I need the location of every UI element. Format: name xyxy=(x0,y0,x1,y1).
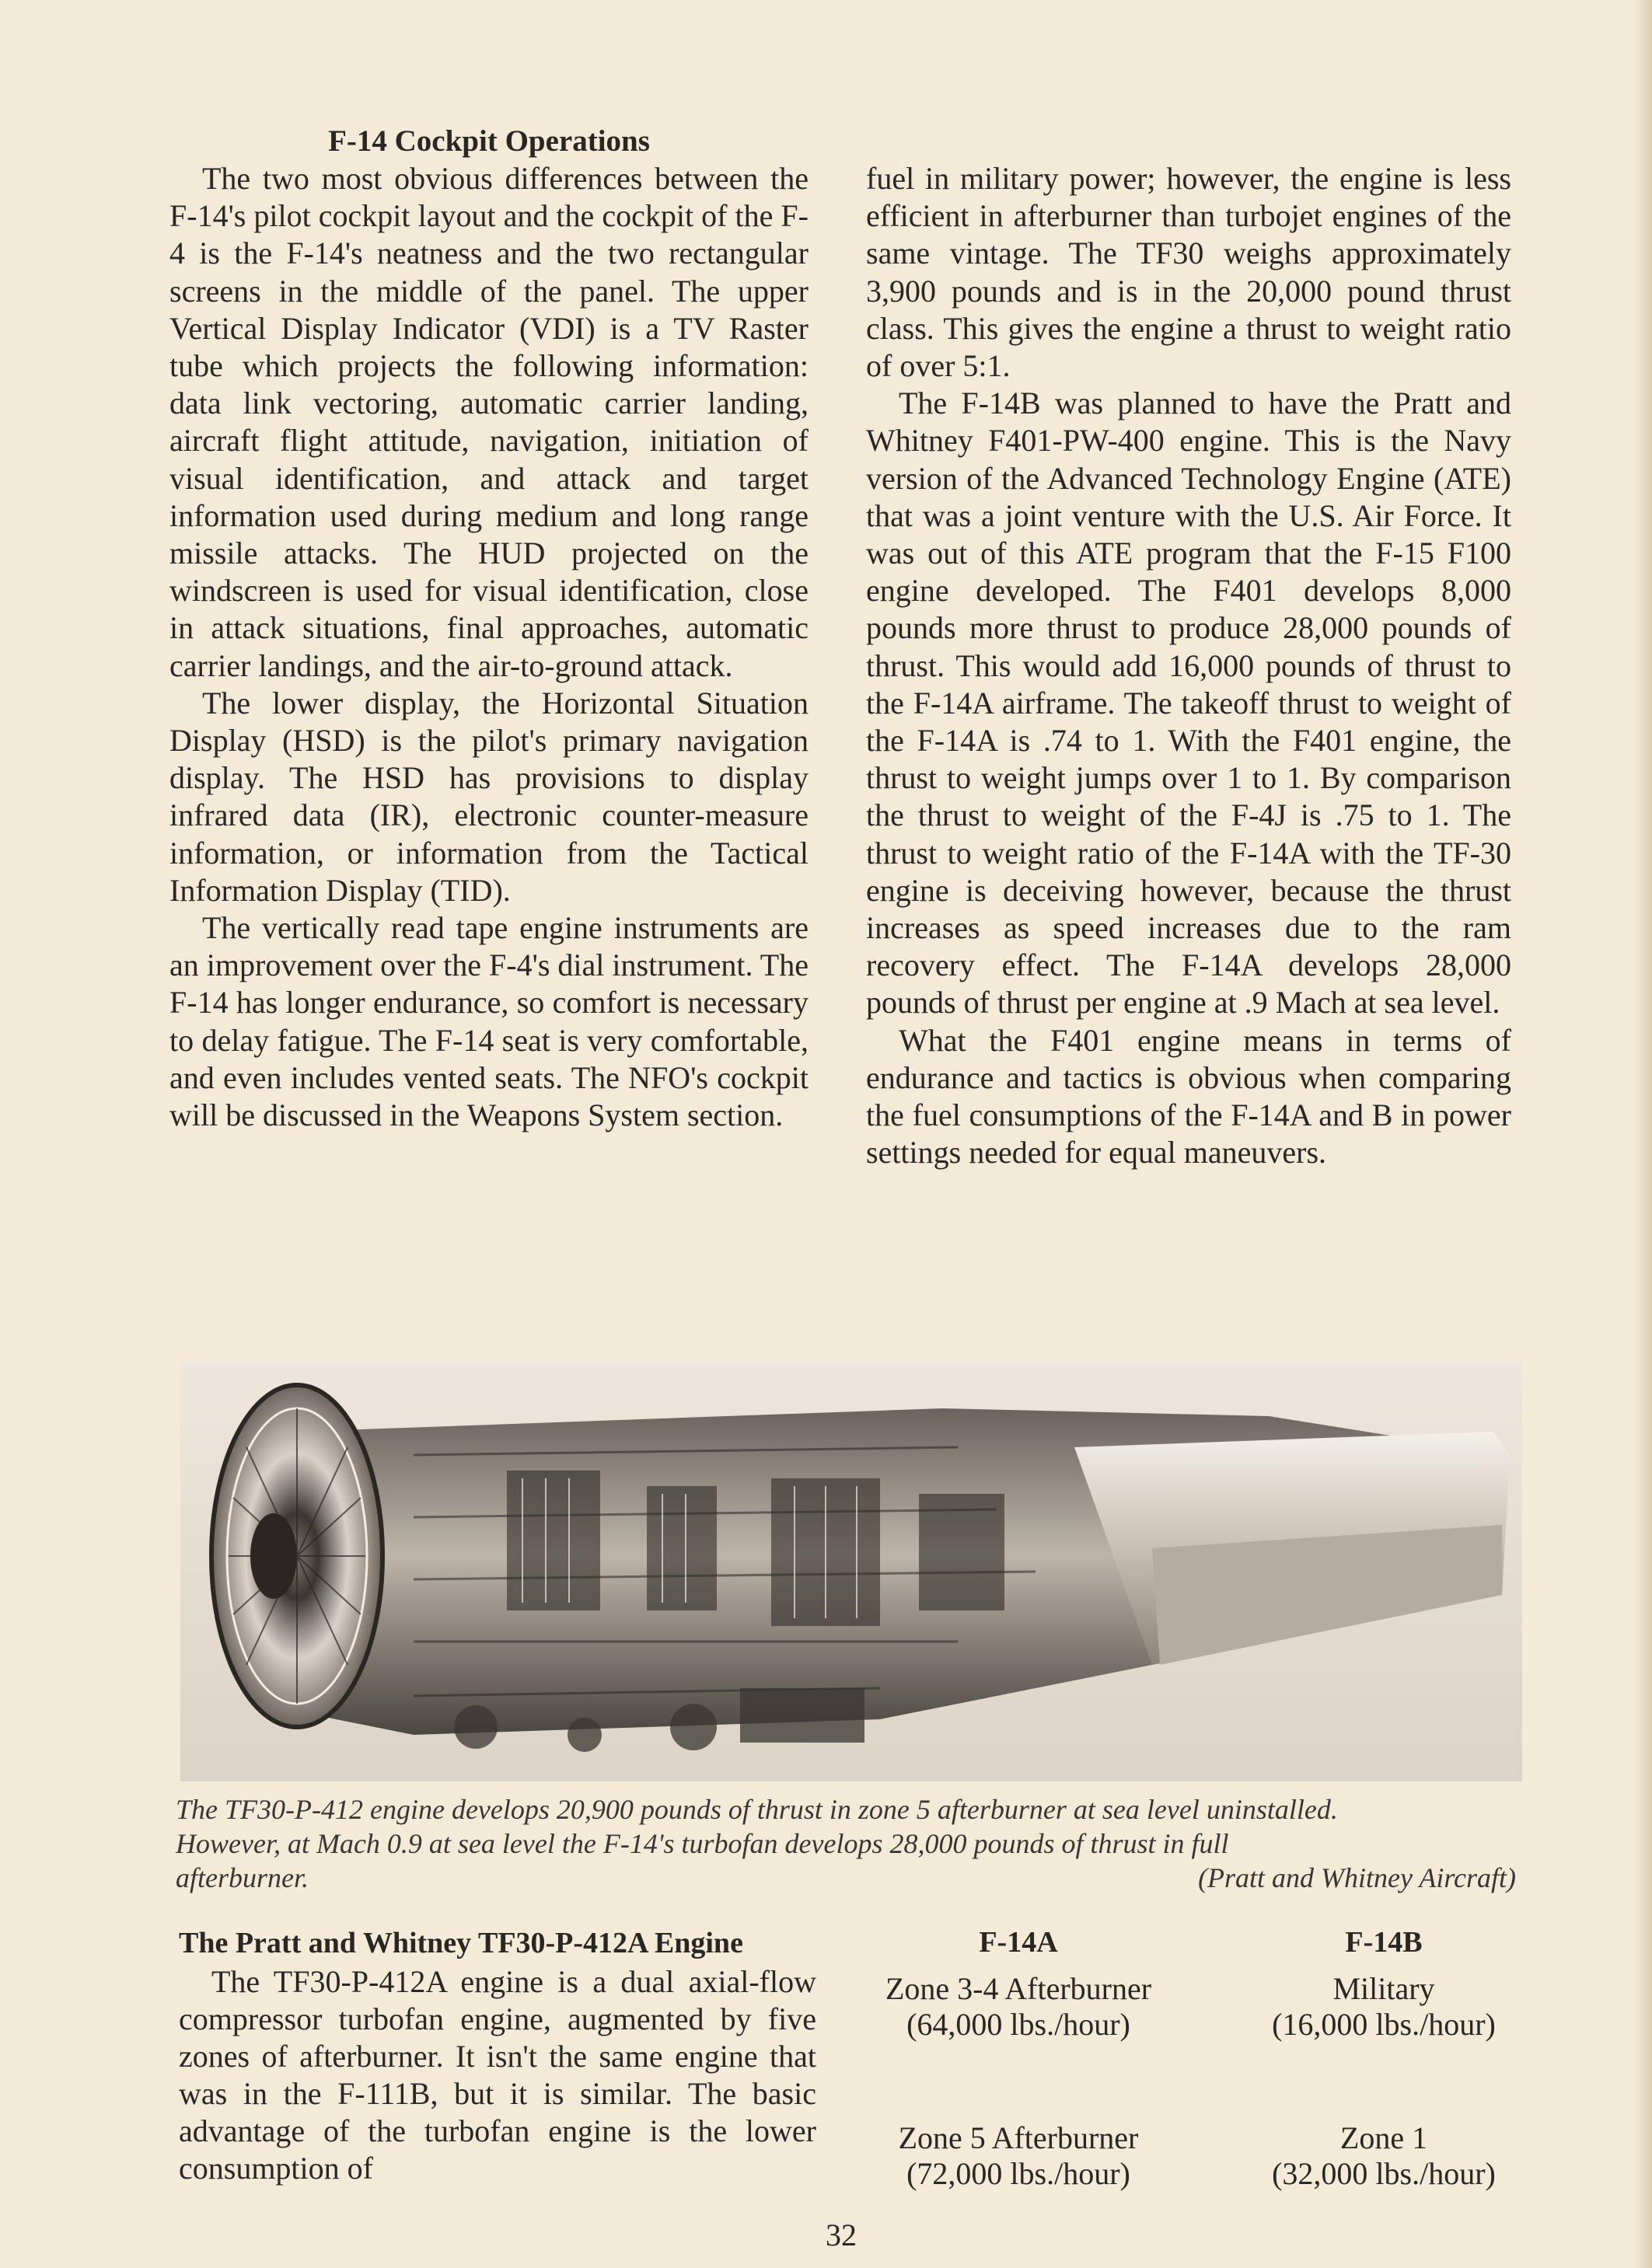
f14b-setting-2: Zone 1 xyxy=(1339,2120,1428,2155)
left-column xyxy=(169,123,809,1134)
f14a-setting-1: Zone 3-4 Afterburner xyxy=(885,1971,1152,2006)
right-column xyxy=(866,160,1511,1171)
engine-section-paragraph: The TF30-P-412A engine is a dual axial-flow compressor turbofan engine, augmented by five zones of afterburner. It isn't the same engine that was in the F-111B, but it is similar. The basic advantage of the turbofan engine is the lower consumption of xyxy=(179,1964,816,2186)
engine-section-heading: The Pratt and Whitney TF30-P-412A Engine xyxy=(179,1927,743,1959)
figure-caption xyxy=(176,1792,1521,1895)
cockpit-paragraph-3: The vertically read tape engine instruments are an improvement over the F-4's dial instrument. The F-14 has longer endurance, so comfort is necessary to delay fatigue. The F-14 seat is very comfortable, and even includes vented seats. The NFO's cockpit will be discussed in the Weapons System section. xyxy=(169,910,809,1133)
page-number: 32 xyxy=(826,2217,857,2252)
cockpit-paragraph-2: The lower display, the Horizontal Situation Display (HSD) is the pilot's primary navigation display. The HSD has provisions to display infrared data (IR), electronic counter-measure information, or information from the Tactical Information Display (TID). xyxy=(169,685,809,908)
f14b-paragraph: The F-14B was planned to have the Pratt and Whitney F401-PW-400 engine. This is the Navy version of the Advanced Technology Engine (ATE) that was a joint venture with the U.S. Air Force. It was out of this ATE program that the F-15 F100 engine developed. The F401 develops 8,000 pounds more thrust to produce 28,000 pounds of thrust. This would add 16,000 pounds of thrust to the F-14A airframe. The takeoff thrust to weight of the F-14A is .74 to 1. With the F401 engine, the thrust to weight jumps over 1 to 1. By comparison the thrust to weight of the F-4J is .75 to 1. The thrust to weight ratio of the F-14A with the TF-30 engine is deceiving however, because the thrust increases as speed increases due to the ram recovery effect. The F-14A develops 28,000 pounds of thrust per engine at .9 Mach at sea level. xyxy=(866,386,1511,1021)
f14b-header: F-14B xyxy=(1345,1926,1423,1959)
f14b-column xyxy=(1228,1924,1539,2192)
f14a-header: F-14A xyxy=(979,1926,1058,1959)
engine-section xyxy=(179,1924,816,2187)
photo-credit: (Pratt and Whitney Aircraft) xyxy=(1198,1862,1516,1893)
f14a-flow-1: (64,000 lbs./hour) xyxy=(906,2007,1130,2042)
caption-line-2: However, at Mach 0.9 at sea level the F-14's turbofan develops 28,000 pounds of thrust in full xyxy=(176,1828,1229,1859)
f14a-column xyxy=(863,1924,1174,2192)
f14a-setting-2: Zone 5 Afterburner xyxy=(898,2120,1139,2155)
f14b-flow-1: (16,000 lbs./hour) xyxy=(1272,2007,1496,2042)
engine-paragraph-continued: fuel in military power; however, the engine is less efficient in afterburner than turbojet engines of the same vintage. The TF30 weighs approximately 3,900 pounds and is in the 20,000 pound thrust class. This gives the engine a thrust to weight ratio of over 5:1. xyxy=(866,161,1511,384)
cockpit-paragraph-1: The two most obvious differences between the F-14's pilot cockpit layout and the cockpit of the F-4 is the F-14's neatness and the two rectangular screens in the middle of the panel. The upper Vertical Display Indicator (VDI) is a TV Raster tube which projects the following information: data link vectoring, automatic carrier landing, aircraft flight attitude, navigation, initiation of visual identification, and attack and target information used during medium and long range missile attacks. The HUD projected on the windscreen is used for visual identification, close in attack situations, final approaches, automatic carrier landings, and the air-to-ground attack. xyxy=(169,161,809,683)
caption-line-3: afterburner. xyxy=(176,1862,309,1893)
cockpit-heading: F-14 Cockpit Operations xyxy=(328,124,650,158)
page-edge xyxy=(1632,0,1652,2268)
caption-line-1: The TF30-P-412 engine develops 20,900 pounds of thrust in zone 5 afterburner at sea level uninstalled. xyxy=(176,1794,1338,1825)
f14b-setting-1: Military xyxy=(1332,1971,1435,2006)
f14a-flow-2: (72,000 lbs./hour) xyxy=(906,2156,1130,2191)
f14b-flow-2: (32,000 lbs./hour) xyxy=(1272,2156,1496,2191)
f401-paragraph: What the F401 engine means in terms of endurance and tactics is obvious when comparing the fuel consumptions of the F-14A and B in power settings needed for equal maneuvers. xyxy=(866,1022,1511,1171)
